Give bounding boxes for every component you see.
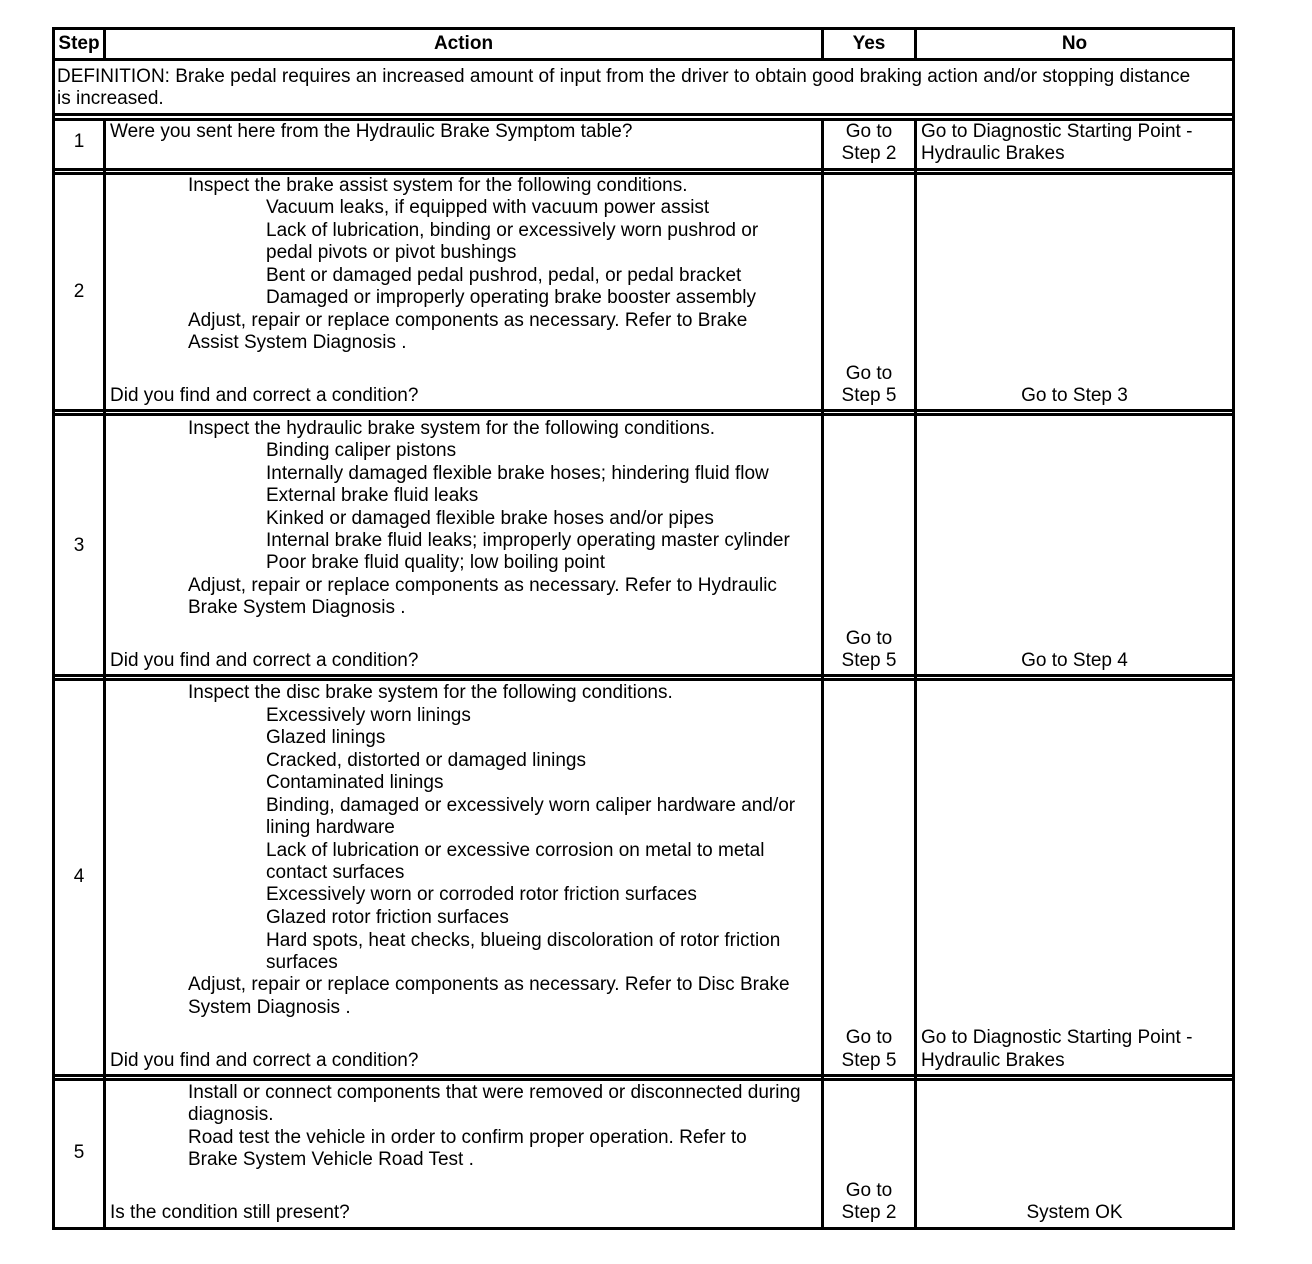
condition-item: Glazed linings: [266, 727, 386, 748]
column-divider: [103, 118, 106, 1230]
condition-item: Binding, damaged or excessively worn caliper hardware and/or: [266, 795, 796, 816]
yes-cell: Go to: [845, 1180, 893, 1201]
row-divider: [52, 58, 1235, 61]
condition-item: External brake fluid leaks: [266, 485, 479, 506]
condition-item: Damaged or improperly operating brake booster assembly: [266, 287, 757, 308]
refer-text: Adjust, repair or replace components as necessary. Refer to Hydraulic: [188, 575, 777, 596]
step-number: 5: [73, 1142, 85, 1163]
yes-cell: Step 2: [841, 143, 897, 164]
step-intro: diagnosis.: [188, 1104, 274, 1125]
column-divider: [914, 118, 917, 1230]
column-divider: [52, 58, 55, 121]
refer-text: System Diagnosis .: [188, 997, 351, 1018]
step-intro: Install or connect components that were removed or disconnected during: [188, 1082, 801, 1103]
condition-item: Internal brake fluid leaks; improperly operating master cylinder: [266, 530, 790, 551]
step-intro: Brake System Vehicle Road Test .: [188, 1149, 474, 1170]
condition-item: Glazed rotor friction surfaces: [266, 907, 509, 928]
condition-item: pedal pivots or pivot bushings: [266, 242, 517, 263]
header-step: Step: [58, 33, 100, 54]
row-divider: [52, 1074, 1235, 1077]
definition-text: DEFINITION: Brake pedal requires an increased amount of input from the driver to obtain good braking action and/or stopping distance: [57, 66, 1191, 87]
condition-item: Kinked or damaged flexible brake hoses and/or pipes: [266, 508, 714, 529]
step-question: Were you sent here from the Hydraulic Brake Symptom table?: [110, 121, 633, 142]
row-divider: [52, 409, 1235, 412]
column-divider: [1232, 58, 1235, 121]
condition-item: Binding caliper pistons: [266, 440, 457, 461]
step-number: 4: [73, 866, 85, 887]
step-intro: Road test the vehicle in order to confirm proper operation. Refer to: [188, 1127, 747, 1148]
condition-item: Internally damaged flexible brake hoses; hindering fluid flow: [266, 463, 769, 484]
no-cell: Hydraulic Brakes: [921, 143, 1065, 164]
row-divider: [52, 674, 1235, 677]
condition-item: Bent or damaged pedal pushrod, pedal, or pedal bracket: [266, 265, 742, 286]
yes-cell: Step 5: [841, 1050, 897, 1071]
step-intro: Inspect the hydraulic brake system for the following conditions.: [188, 418, 715, 439]
condition-item: Cracked, distorted or damaged linings: [266, 750, 587, 771]
yes-cell: Go to: [845, 628, 893, 649]
refer-text: Brake System Diagnosis .: [188, 597, 406, 618]
step-intro: Inspect the brake assist system for the following conditions.: [188, 175, 688, 196]
no-cell: Hydraulic Brakes: [921, 1050, 1065, 1071]
step-question: Did you find and correct a condition?: [110, 385, 419, 406]
condition-item: Excessively worn or corroded rotor friction surfaces: [266, 884, 697, 905]
row-divider: [52, 1078, 1235, 1081]
condition-item: Contaminated linings: [266, 772, 444, 793]
refer-text: Assist System Diagnosis .: [188, 332, 407, 353]
table-border-top: [52, 27, 1235, 30]
row-divider: [52, 113, 1235, 116]
yes-cell: Step 2: [841, 1202, 897, 1223]
definition-text: is increased.: [57, 88, 164, 109]
condition-item: Excessively worn linings: [266, 705, 471, 726]
row-divider: [52, 413, 1235, 416]
step-question: Did you find and correct a condition?: [110, 650, 419, 671]
header-yes: Yes: [852, 33, 886, 54]
condition-item: Vacuum leaks, if equipped with vacuum power assist: [266, 197, 710, 218]
header-no: No: [1061, 33, 1088, 54]
condition-item: contact surfaces: [266, 862, 405, 883]
no-cell: Go to Diagnostic Starting Point -: [921, 121, 1193, 142]
step-number: 1: [73, 131, 85, 152]
step-question: Is the condition still present?: [110, 1202, 350, 1223]
no-cell: Go to Step 3: [1021, 385, 1128, 406]
step-question: Did you find and correct a condition?: [110, 1050, 419, 1071]
no-cell: System OK: [1026, 1202, 1123, 1223]
yes-cell: Go to: [845, 363, 893, 384]
yes-cell: Go to: [845, 121, 893, 142]
step-number: 3: [73, 535, 85, 556]
row-divider: [52, 168, 1235, 171]
condition-item: Hard spots, heat checks, blueing discoloration of rotor friction: [266, 930, 781, 951]
no-cell: Go to Step 4: [1021, 650, 1128, 671]
condition-item: lining hardware: [266, 817, 395, 838]
table-border-bottom: [52, 1227, 1235, 1230]
header-action: Action: [433, 33, 494, 54]
column-divider: [1232, 27, 1235, 61]
yes-cell: Step 5: [841, 385, 897, 406]
condition-item: Lack of lubrication or excessive corrosion on metal to metal: [266, 840, 765, 861]
refer-text: Adjust, repair or replace components as necessary. Refer to Brake: [188, 310, 748, 331]
column-divider: [1232, 118, 1235, 1230]
step-number: 2: [73, 281, 85, 302]
condition-item: Lack of lubrication, binding or excessively worn pushrod or: [266, 220, 759, 241]
no-cell: Go to Diagnostic Starting Point -: [921, 1027, 1193, 1048]
row-divider: [52, 678, 1235, 681]
condition-item: Poor brake fluid quality; low boiling point: [266, 552, 606, 573]
condition-item: surfaces: [266, 952, 338, 973]
yes-cell: Step 5: [841, 650, 897, 671]
step-intro: Inspect the disc brake system for the following conditions.: [188, 682, 673, 703]
yes-cell: Go to: [845, 1027, 893, 1048]
refer-text: Adjust, repair or replace components as necessary. Refer to Disc Brake: [188, 974, 790, 995]
